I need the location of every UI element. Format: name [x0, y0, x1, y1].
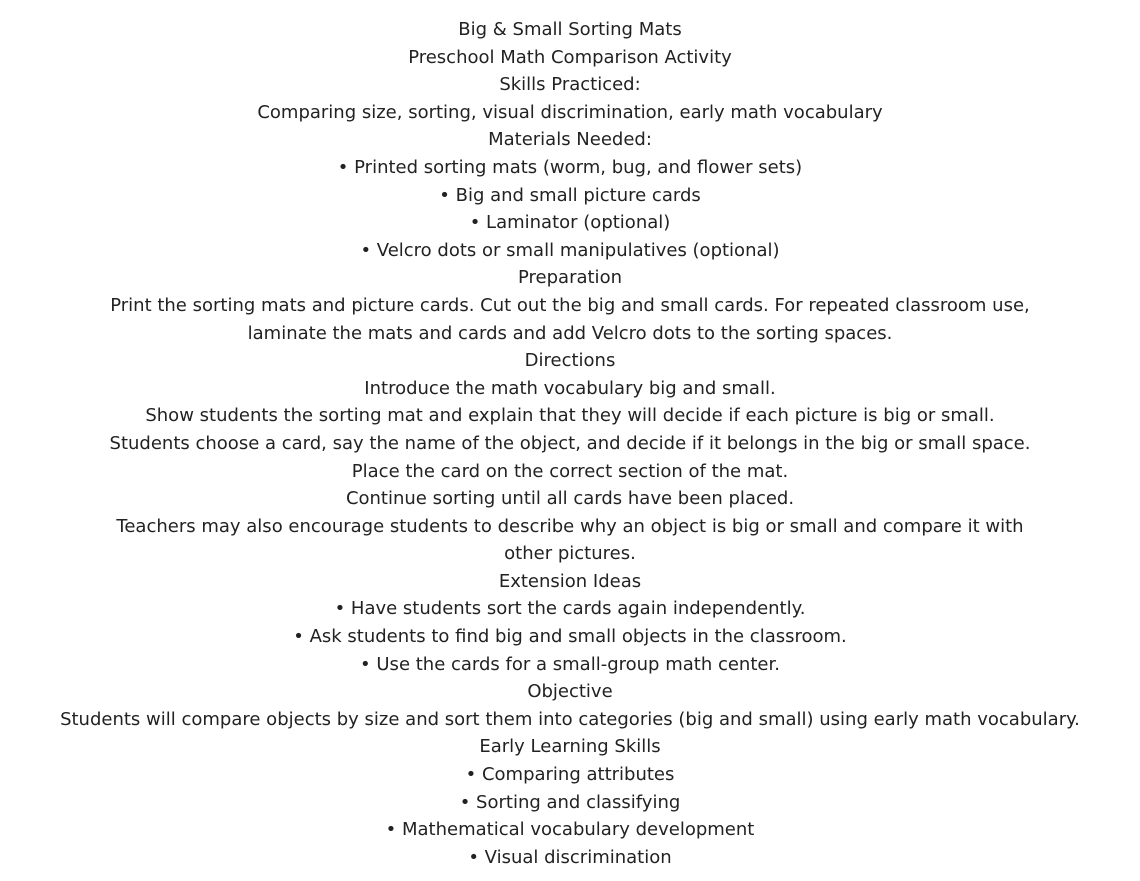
directions-note: Teachers may also encourage students to describe why an object is big or small and compare it with other pictures. — [116, 515, 1024, 565]
objective-heading: Objective — [527, 681, 613, 703]
directions-step: Continue sorting until all cards have been placed. — [345, 488, 795, 510]
preparation-heading: Preparation — [518, 267, 622, 289]
materials-item: • Velcro dots or small manipulatives (optional) — [360, 239, 780, 261]
preparation-text: Print the sorting mats and picture cards. Cut out the big and small cards. For repeated classroom use, laminate the mats and cards and add Velcro dots to the sorting spaces. — [110, 294, 1030, 344]
extension-item: • Have students sort the cards again independently. — [334, 598, 806, 620]
early-skills-item: • Mathematical vocabulary development — [385, 819, 755, 841]
early-skills-item: • Sorting and classifying — [459, 791, 681, 813]
objective-text: Students will compare objects by size and sort them into categories (big and small) using early math vocabulary. — [60, 708, 1080, 730]
extension-item: • Ask students to find big and small objects in the classroom. — [293, 626, 847, 648]
materials-item: • Printed sorting mats (worm, bug, and flower sets) — [337, 156, 803, 178]
document-subtitle: Preschool Math Comparison Activity — [408, 46, 732, 68]
document-title: Big & Small Sorting Mats — [458, 19, 682, 40]
directions-step: Show students the sorting mat and explain that they will decide if each picture is big or small. — [145, 405, 995, 427]
materials-item: • Big and small picture cards — [439, 184, 701, 206]
extension-item: • Use the cards for a small-group math center. — [360, 653, 780, 675]
materials-item: • Laminator (optional) — [469, 212, 671, 234]
skills-text: Comparing size, sorting, visual discrimination, early math vocabulary — [257, 101, 883, 123]
early-skills-item: • Comparing attributes — [465, 764, 675, 786]
directions-heading: Directions — [524, 350, 616, 372]
directions-step: Introduce the math vocabulary big and small. — [364, 377, 776, 399]
directions-step: Students choose a card, say the name of the object, and decide if it belongs in the big or small space. — [109, 432, 1031, 454]
directions-step: Place the card on the correct section of the mat. — [351, 460, 789, 482]
materials-heading: Materials Needed: — [488, 129, 652, 151]
skills-heading: Skills Practiced: — [499, 74, 641, 96]
extension-heading: Extension Ideas — [498, 570, 642, 592]
early-skills-heading: Early Learning Skills — [479, 736, 661, 758]
early-skills-item: • Visual discrimination — [468, 846, 672, 868]
